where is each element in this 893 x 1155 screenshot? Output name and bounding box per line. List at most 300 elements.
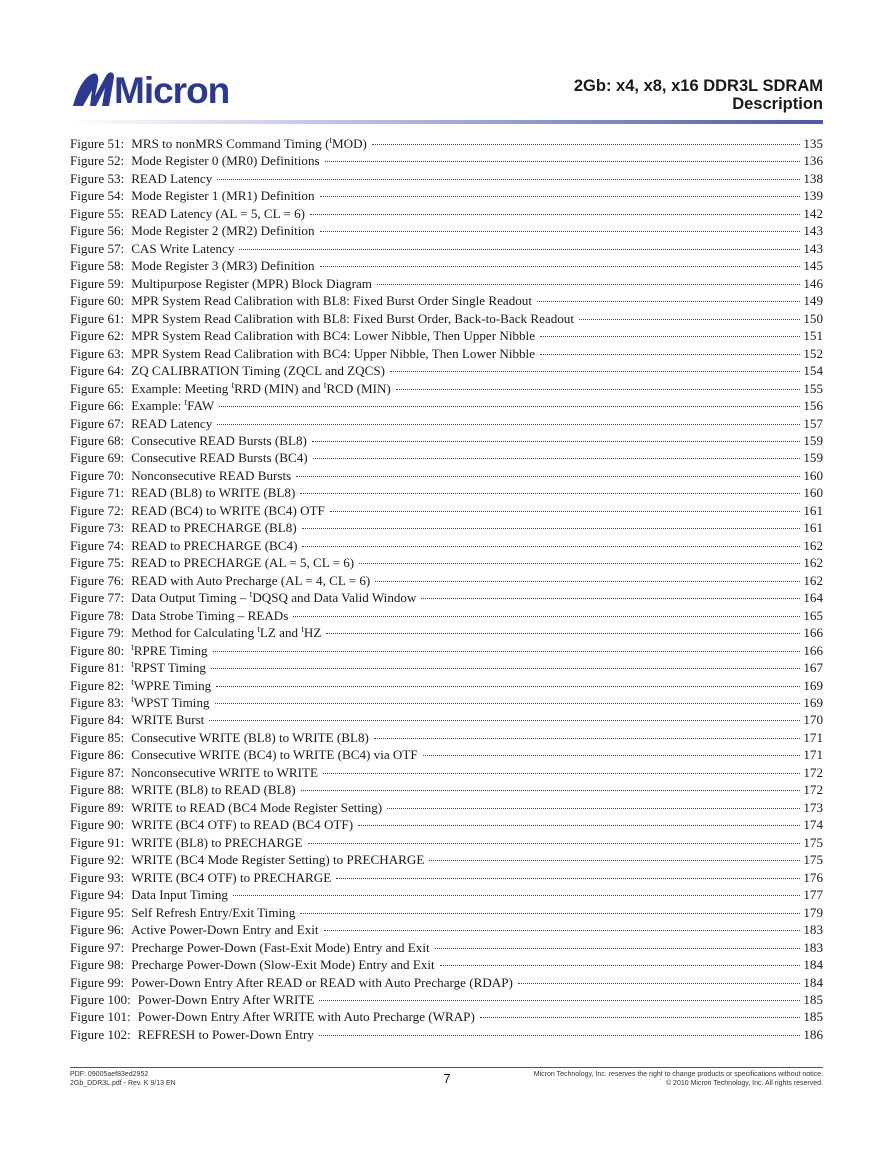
toc-title-text: WRITE (BL8) to READ (BL8)	[131, 782, 296, 798]
toc-figure-title[interactable]	[138, 1026, 314, 1043]
toc-figure-title[interactable]	[131, 816, 353, 833]
toc-entry[interactable]	[70, 781, 823, 798]
toc-title-text: Active Power-Down Entry and Exit	[131, 922, 319, 938]
toc-title-text: ZQ CALIBRATION Timing (ZQCL and ZQCS)	[131, 363, 385, 379]
toc-page-number[interactable]: 184	[803, 974, 823, 990]
toc-figure-title[interactable]	[131, 939, 429, 956]
toc-figure-title[interactable]	[131, 904, 295, 921]
toc-title-text: RPRE Timing	[133, 642, 208, 658]
list-of-figures	[70, 135, 823, 1043]
toc-entry[interactable]	[70, 677, 823, 694]
toc-entry[interactable]	[70, 187, 823, 204]
toc-figure-title[interactable]	[131, 222, 314, 239]
toc-leader-dots	[372, 144, 800, 145]
toc-figure-title[interactable]	[131, 589, 416, 606]
toc-title-text: MOD)	[332, 136, 367, 151]
toc-figure-number: Figure 51:	[70, 136, 125, 151]
toc-page-number[interactable]: 151	[803, 328, 823, 344]
toc-title-text: WRITE (BL8) to PRECHARGE	[131, 834, 303, 850]
toc-title-text: Data Output Timing –	[131, 590, 250, 606]
toc-figure-number: Figure 61:	[70, 310, 125, 326]
toc-figure-title[interactable]	[138, 991, 315, 1008]
toc-entry[interactable]	[70, 939, 823, 956]
toc-title-superscript: t	[257, 624, 260, 635]
toc-figure-title[interactable]	[131, 921, 318, 938]
toc-figure-number: Figure 80:	[70, 642, 125, 658]
toc-title-text: Mode Register 1 (MR1) Definition	[131, 188, 315, 204]
toc-figure-title[interactable]	[131, 345, 535, 362]
toc-entry[interactable]	[70, 589, 823, 606]
toc-entry[interactable]	[70, 484, 823, 501]
toc-title-superscript: t	[249, 589, 253, 600]
toc-entry[interactable]	[70, 851, 823, 868]
toc-figure-number: Figure 59:	[70, 275, 125, 291]
toc-leader-dots	[480, 1017, 801, 1018]
toc-figure-number: Figure 76:	[70, 572, 125, 588]
toc-figure-title[interactable]	[131, 397, 214, 414]
toc-page-number[interactable]: 159	[803, 432, 823, 448]
toc-leader-dots	[211, 668, 800, 669]
toc-figure-number: Figure 66:	[70, 398, 125, 414]
toc-page-number[interactable]: 145	[803, 258, 823, 274]
toc-title-text: Power-Down Entry After WRITE with Auto Precharge (WRAP)	[137, 1009, 475, 1025]
toc-title-text: WRITE (BC4 OTF) to READ (BC4 OTF)	[131, 817, 354, 833]
toc-page-number[interactable]: 179	[803, 904, 823, 920]
toc-entry[interactable]	[70, 240, 823, 257]
toc-figure-number: Figure 57:	[70, 240, 125, 256]
toc-page-number[interactable]: 184	[803, 957, 823, 973]
toc-figure-number: Figure 102:	[70, 1026, 131, 1042]
toc-leader-dots	[390, 371, 800, 372]
toc-figure-number: Figure 99:	[70, 974, 125, 990]
toc-figure-number: Figure 64:	[70, 363, 125, 379]
toc-leader-dots	[540, 336, 800, 337]
toc-figure-number: Figure 72:	[70, 502, 125, 518]
toc-figure-title[interactable]	[131, 799, 382, 816]
toc-page-number[interactable]: 176	[803, 869, 823, 885]
toc-figure-title[interactable]	[131, 642, 207, 659]
toc-title-text: WRITE (BC4 OTF) to PRECHARGE	[131, 869, 332, 885]
toc-figure-number: Figure 78:	[70, 607, 125, 623]
toc-figure-number: Figure 52:	[70, 153, 125, 169]
toc-leader-dots	[374, 738, 800, 739]
toc-page-number[interactable]: 143	[803, 240, 823, 256]
toc-page-number[interactable]: 162	[803, 555, 823, 571]
toc-page-number[interactable]: 171	[803, 747, 823, 763]
toc-entry[interactable]	[70, 519, 823, 536]
toc-page-number[interactable]: 172	[803, 764, 823, 780]
toc-entry[interactable]	[70, 869, 823, 886]
toc-leader-dots	[423, 755, 801, 756]
toc-leader-dots	[293, 616, 800, 617]
toc-page-number[interactable]: 169	[803, 677, 823, 693]
toc-page-number[interactable]: 173	[803, 799, 823, 815]
toc-leader-dots	[440, 965, 801, 966]
toc-page-number[interactable]: 142	[803, 205, 823, 221]
toc-figure-number: Figure 60:	[70, 293, 125, 309]
toc-title-text: READ Latency (AL = 5, CL = 6)	[131, 205, 305, 221]
toc-page-number[interactable]: 139	[803, 188, 823, 204]
toc-figure-number: Figure 69:	[70, 450, 125, 466]
toc-page-number[interactable]: 154	[803, 363, 823, 379]
toc-leader-dots	[330, 511, 801, 512]
toc-figure-title[interactable]	[131, 310, 574, 327]
toc-title-text: Consecutive READ Bursts (BC4)	[131, 450, 308, 466]
toc-page-number[interactable]: 170	[803, 712, 823, 728]
toc-figure-number: Figure 86:	[70, 747, 125, 763]
toc-title-text: CAS Write Latency	[131, 240, 235, 256]
toc-entry[interactable]	[70, 170, 823, 187]
toc-figure-number: Figure 89:	[70, 799, 125, 815]
toc-title-text: READ to PRECHARGE (AL = 5, CL = 6)	[131, 555, 355, 571]
toc-figure-number: Figure 62:	[70, 328, 125, 344]
toc-leader-dots	[302, 528, 801, 529]
toc-entry[interactable]	[70, 991, 823, 1008]
footer-pdf-id: PDF: 09005aef83ed2952	[70, 1071, 149, 1078]
toc-leader-dots	[396, 389, 801, 390]
toc-figure-title[interactable]	[131, 502, 325, 519]
toc-page-number[interactable]: 159	[803, 450, 823, 466]
toc-title-text: Self Refresh Entry/Exit Timing	[131, 904, 296, 920]
footer-disclaimer: Micron Technology, Inc. reserves the right to change products or specifications without notice.	[533, 1071, 823, 1078]
toc-figure-title[interactable]	[131, 275, 372, 292]
document-title-line1: 2Gb: x4, x8, x16 DDR3L SDRAM	[573, 77, 823, 95]
toc-page-number[interactable]: 160	[803, 485, 823, 501]
toc-page-number[interactable]: 166	[803, 625, 823, 641]
toc-figure-title[interactable]	[131, 432, 307, 449]
toc-title-superscript: t	[131, 676, 134, 687]
toc-figure-title[interactable]	[131, 380, 391, 397]
toc-entry[interactable]	[70, 607, 823, 624]
toc-figure-number: Figure 96:	[70, 922, 125, 938]
toc-figure-number: Figure 82:	[70, 677, 125, 693]
toc-leader-dots	[233, 895, 800, 896]
toc-figure-title[interactable]	[131, 484, 295, 501]
toc-title-text: REFRESH to Power-Down Entry	[137, 1026, 314, 1042]
toc-page-number[interactable]: 152	[803, 345, 823, 361]
toc-figure-title[interactable]	[131, 572, 370, 589]
toc-entry[interactable]	[70, 1008, 823, 1025]
toc-figure-number: Figure 87:	[70, 764, 125, 780]
toc-leader-dots	[300, 913, 800, 914]
toc-figure-title[interactable]	[131, 554, 354, 571]
toc-leader-dots	[359, 563, 800, 564]
toc-leader-dots	[377, 284, 800, 285]
toc-title-text: WRITE Burst	[131, 712, 205, 728]
toc-figure-number: Figure 74:	[70, 537, 125, 553]
toc-leader-dots	[308, 843, 801, 844]
footer-legal	[534, 1070, 823, 1088]
toc-entry[interactable]	[70, 746, 823, 763]
toc-title-text: Mode Register 0 (MR0) Definitions	[131, 153, 320, 169]
toc-figure-title[interactable]	[131, 467, 291, 484]
toc-entry[interactable]	[70, 764, 823, 781]
toc-leader-dots	[301, 790, 801, 791]
toc-figure-title[interactable]	[138, 1008, 475, 1025]
toc-title-text: HZ	[303, 625, 322, 641]
toc-entry[interactable]	[70, 257, 823, 274]
toc-page-number[interactable]: 183	[803, 922, 823, 938]
toc-page-number[interactable]: 185	[803, 991, 823, 1007]
toc-page-number[interactable]: 149	[803, 293, 823, 309]
toc-figure-title[interactable]	[131, 869, 331, 886]
toc-figure-title[interactable]	[131, 624, 321, 641]
toc-entry[interactable]	[70, 222, 823, 239]
toc-title-text: WPRE Timing	[133, 677, 212, 693]
document-title	[574, 77, 823, 113]
toc-page-number[interactable]: 155	[803, 380, 823, 396]
toc-figure-number: Figure 88:	[70, 782, 125, 798]
toc-entry[interactable]	[70, 799, 823, 816]
toc-figure-title[interactable]	[131, 135, 367, 152]
toc-entry[interactable]	[70, 327, 823, 344]
document-title-line2: Description	[732, 95, 823, 113]
toc-page-number[interactable]: 157	[803, 415, 823, 431]
toc-title-text: Example: Meeting	[131, 380, 232, 396]
toc-title-text: LZ and	[259, 625, 302, 641]
toc-figure-title[interactable]	[131, 746, 417, 763]
toc-leader-dots	[375, 581, 800, 582]
toc-title-text: Consecutive READ Bursts (BL8)	[131, 432, 307, 448]
toc-figure-number: Figure 55:	[70, 205, 125, 221]
toc-entry[interactable]	[70, 345, 823, 362]
toc-page-number[interactable]: 143	[803, 223, 823, 239]
toc-figure-number: Figure 58:	[70, 258, 125, 274]
toc-figure-title[interactable]	[131, 659, 206, 676]
toc-figure-title[interactable]	[131, 257, 314, 274]
toc-entry[interactable]	[70, 659, 823, 676]
toc-title-text: Multipurpose Register (MPR) Block Diagram	[131, 275, 372, 291]
toc-page-number[interactable]: 164	[803, 590, 823, 606]
toc-figure-number: Figure 83:	[70, 695, 125, 710]
toc-page-number[interactable]: 135	[803, 136, 823, 151]
toc-page-number[interactable]: 185	[803, 1009, 823, 1025]
toc-title-text: READ to PRECHARGE (BL8)	[131, 520, 297, 536]
toc-entry[interactable]	[70, 642, 823, 659]
toc-figure-title[interactable]	[131, 694, 209, 711]
toc-title-text: FAW	[187, 398, 215, 414]
toc-leader-dots	[579, 319, 800, 320]
toc-figure-number: Figure 75:	[70, 555, 125, 571]
toc-title-text: Precharge Power-Down (Slow-Exit Mode) Entry and Exit	[131, 957, 435, 973]
toc-title-text: READ to PRECHARGE (BC4)	[131, 537, 298, 553]
toc-title-text: READ Latency	[131, 170, 213, 186]
toc-page-number[interactable]: 177	[803, 887, 823, 903]
toc-figure-number: Figure 65:	[70, 380, 125, 396]
toc-title-superscript: t	[231, 379, 235, 390]
toc-title-text: Power-Down Entry After WRITE	[137, 991, 315, 1007]
toc-figure-title[interactable]	[131, 537, 297, 554]
toc-title-text: Consecutive WRITE (BC4) to WRITE (BC4) via OTF	[131, 747, 418, 763]
toc-figure-number: Figure 91:	[70, 834, 125, 850]
toc-page-number[interactable]: 162	[803, 572, 823, 588]
toc-entry[interactable]	[70, 467, 823, 484]
toc-page-number[interactable]: 138	[803, 170, 823, 186]
toc-figure-title[interactable]	[131, 956, 435, 973]
toc-entry[interactable]	[70, 834, 823, 851]
toc-entry[interactable]	[70, 432, 823, 449]
toc-title-text: MRS to nonMRS Command Timing (	[131, 136, 330, 151]
toc-page-number[interactable]: 171	[803, 729, 823, 745]
toc-page-number[interactable]: 136	[803, 153, 823, 169]
toc-figure-title[interactable]	[131, 834, 302, 851]
toc-entry[interactable]	[70, 415, 823, 432]
toc-page-number[interactable]: 160	[803, 467, 823, 483]
page-number: 7	[443, 1071, 451, 1086]
toc-leader-dots	[421, 598, 800, 599]
toc-figure-number: Figure 70:	[70, 467, 125, 483]
toc-figure-title[interactable]	[131, 170, 212, 187]
toc-page-number[interactable]: 162	[803, 537, 823, 553]
toc-entry[interactable]	[70, 502, 823, 519]
toc-entry[interactable]	[70, 694, 823, 711]
toc-leader-dots	[324, 930, 801, 931]
toc-leader-dots	[336, 878, 800, 879]
toc-title-text: READ (BC4) to WRITE (BC4) OTF	[131, 502, 325, 518]
toc-leader-dots	[300, 493, 800, 494]
toc-entry[interactable]	[70, 956, 823, 973]
toc-page-number[interactable]: 183	[803, 939, 823, 955]
toc-figure-title[interactable]	[131, 729, 369, 746]
toc-leader-dots	[319, 1035, 800, 1036]
toc-figure-number: Figure 68:	[70, 432, 125, 448]
toc-entry[interactable]	[70, 816, 823, 833]
toc-entry[interactable]	[70, 974, 823, 991]
footer-file-revision: 2Gb_DDR3L.pdf - Rev. K 9/13 EN	[70, 1080, 176, 1087]
toc-entry[interactable]	[70, 711, 823, 728]
toc-title-text: MPR System Read Calibration with BL8: Fixed Burst Order, Back-to-Back Readout	[131, 310, 574, 326]
toc-entry[interactable]	[70, 554, 823, 571]
toc-leader-dots	[302, 546, 800, 547]
toc-title-text: WPST Timing	[133, 695, 210, 710]
toc-entry[interactable]	[70, 310, 823, 327]
toc-page-number[interactable]: 175	[803, 852, 823, 868]
toc-leader-dots	[219, 406, 800, 407]
toc-figure-title[interactable]	[131, 327, 535, 344]
toc-title-text: READ (BL8) to WRITE (BL8)	[131, 485, 296, 501]
toc-figure-title[interactable]	[131, 974, 513, 991]
toc-entry[interactable]	[70, 152, 823, 169]
toc-entry[interactable]	[70, 921, 823, 938]
toc-figure-title[interactable]	[131, 764, 318, 781]
toc-entry[interactable]	[70, 397, 823, 414]
toc-title-text: Power-Down Entry After READ or READ with Auto Precharge (RDAP)	[131, 974, 513, 990]
toc-figure-title[interactable]	[131, 886, 228, 903]
toc-leader-dots	[435, 948, 801, 949]
toc-entry[interactable]	[70, 292, 823, 309]
toc-figure-number: Figure 90:	[70, 817, 125, 833]
toc-figure-title[interactable]	[131, 240, 234, 257]
toc-page-number[interactable]: 150	[803, 310, 823, 326]
toc-title-superscript: t	[329, 135, 332, 145]
toc-page-number[interactable]: 175	[803, 834, 823, 850]
toc-page-number[interactable]: 174	[803, 817, 823, 833]
toc-entry[interactable]	[70, 449, 823, 466]
toc-leader-dots	[239, 249, 800, 250]
toc-leader-dots	[319, 1000, 800, 1001]
toc-page-number[interactable]: 172	[803, 782, 823, 798]
toc-title-text: Data Strobe Timing – READs	[131, 607, 289, 623]
toc-page-number[interactable]: 186	[803, 1026, 823, 1042]
toc-page-number[interactable]: 156	[803, 398, 823, 414]
toc-title-superscript: t	[301, 624, 304, 635]
toc-figure-title[interactable]	[131, 205, 305, 222]
toc-page-number[interactable]: 167	[803, 660, 823, 676]
toc-figure-number: Figure 92:	[70, 852, 125, 868]
toc-entry[interactable]	[70, 1026, 823, 1043]
toc-figure-number: Figure 101:	[70, 1009, 131, 1025]
toc-figure-title[interactable]	[131, 781, 295, 798]
toc-title-superscript: t	[131, 641, 134, 652]
toc-figure-title[interactable]	[131, 519, 297, 536]
toc-leader-dots	[209, 720, 800, 721]
toc-page-number[interactable]: 169	[803, 695, 823, 710]
toc-figure-number: Figure 100:	[70, 991, 131, 1007]
toc-entry[interactable]	[70, 380, 823, 397]
toc-title-text: Nonconsecutive WRITE to WRITE	[131, 764, 318, 780]
toc-figure-title[interactable]	[131, 152, 319, 169]
toc-leader-dots	[518, 983, 800, 984]
toc-page-number[interactable]: 166	[803, 642, 823, 658]
toc-entry[interactable]	[70, 205, 823, 222]
toc-figure-number: Figure 56:	[70, 223, 125, 239]
toc-title-text: WRITE to READ (BC4 Mode Register Setting)	[131, 799, 383, 815]
toc-entry[interactable]	[70, 624, 823, 641]
toc-figure-title[interactable]	[131, 415, 212, 432]
toc-title-text: DQSQ and Data Valid Window	[252, 590, 417, 606]
toc-leader-dots	[217, 424, 800, 425]
toc-entry[interactable]	[70, 275, 823, 292]
toc-figure-title[interactable]	[131, 711, 204, 728]
toc-page-number[interactable]: 165	[803, 607, 823, 623]
toc-entry[interactable]	[70, 135, 823, 152]
toc-leader-dots	[312, 441, 800, 442]
toc-title-text: Precharge Power-Down (Fast-Exit Mode) Entry and Exit	[131, 939, 430, 955]
toc-page-number[interactable]: 161	[803, 520, 823, 536]
toc-figure-title[interactable]	[131, 607, 288, 624]
toc-title-text: READ with Auto Precharge (AL = 4, CL = 6)	[131, 572, 371, 588]
toc-title-text: MPR System Read Calibration with BL8: Fixed Burst Order Single Readout	[131, 293, 532, 309]
toc-leader-dots	[213, 651, 801, 652]
toc-figure-title[interactable]	[131, 362, 385, 379]
toc-title-text: MPR System Read Calibration with BC4: Lower Nibble, Then Upper Nibble	[131, 328, 536, 344]
toc-page-number[interactable]: 161	[803, 502, 823, 518]
toc-page-number[interactable]: 146	[803, 275, 823, 291]
toc-entry[interactable]	[70, 362, 823, 379]
toc-entry[interactable]	[70, 904, 823, 921]
toc-leader-dots	[296, 476, 800, 477]
toc-figure-number: Figure 85:	[70, 729, 125, 745]
toc-entry[interactable]	[70, 886, 823, 903]
toc-entry[interactable]	[70, 572, 823, 589]
footer-copyright: © 2010 Micron Technology, Inc. All rights reserved.	[665, 1080, 823, 1087]
toc-figure-title[interactable]	[131, 292, 532, 309]
toc-figure-number: Figure 71:	[70, 485, 125, 501]
toc-figure-title[interactable]	[131, 449, 307, 466]
toc-leader-dots	[325, 161, 801, 162]
toc-title-text: RCD (MIN)	[326, 380, 391, 396]
toc-figure-title[interactable]	[131, 851, 424, 868]
logo-wordmark: Micron	[114, 70, 230, 110]
toc-figure-title[interactable]	[131, 187, 314, 204]
toc-entry[interactable]	[70, 537, 823, 554]
toc-leader-dots	[320, 196, 801, 197]
toc-figure-title[interactable]	[131, 677, 211, 694]
toc-entry[interactable]	[70, 729, 823, 746]
toc-figure-number: Figure 93:	[70, 869, 125, 885]
toc-title-text: READ Latency	[131, 415, 213, 431]
toc-leader-dots	[358, 825, 800, 826]
